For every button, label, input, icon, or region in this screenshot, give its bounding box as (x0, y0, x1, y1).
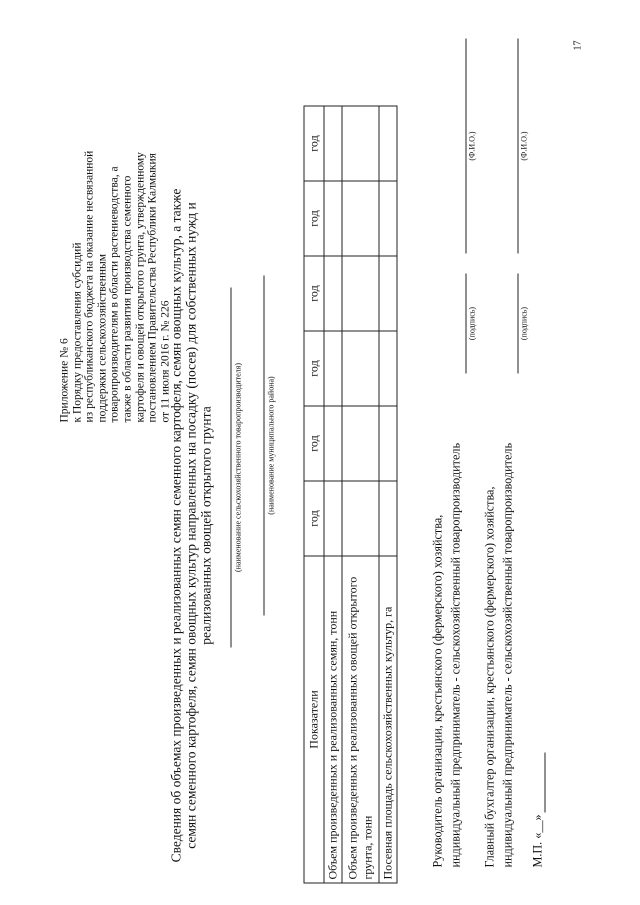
table-header-year: год (304, 106, 324, 181)
table-cell[interactable] (342, 181, 379, 256)
table-row (324, 106, 342, 883)
appendix-line: картофеля и овощей открытого грунта, утвержденному (133, 151, 146, 422)
table-header-indicators: Показатели (304, 556, 324, 883)
head-title-line1: Руководитель организации, крестьянского (фермерского) хозяйства, (430, 514, 444, 867)
table-cell[interactable] (342, 331, 379, 406)
table-cell[interactable] (342, 256, 379, 331)
title-line: Сведения об объемах произведенных и реализованных семян семенного картофеля, семян овощных культур, а также (168, 188, 183, 862)
table-cell[interactable] (324, 256, 342, 331)
appendix-line: из республиканского бюджета на оказание несвязанной (83, 150, 96, 422)
row-label: Объем произведенных и реализованных семян, тонн (324, 556, 342, 883)
district-name-line[interactable] (263, 275, 264, 615)
table-cell[interactable] (342, 406, 379, 481)
date-line[interactable] (544, 752, 545, 812)
appendix-line: также в области развития производства семенного (120, 175, 133, 422)
appendix-reference (58, 27, 171, 422)
table-row (342, 106, 379, 883)
table-header-year: год (304, 481, 324, 556)
signature-caption: (подпись) (519, 306, 528, 340)
accountant-title-line1: Главный бухгалтер организации, крестьянского (фермерского) хозяйства, (482, 485, 496, 867)
name-caption: (Ф.И.О.) (467, 130, 476, 161)
table-cell[interactable] (379, 106, 397, 181)
title-line: семян семенного картофеля, семян овощных культур направленных на посадку (посев) для собственных нужд и (183, 201, 198, 849)
stamp-label: М.П. «__» (530, 813, 544, 867)
table-cell[interactable] (342, 481, 379, 556)
table-header-year: год (304, 256, 324, 331)
head-title-line2: индивидуальный предприниматель - сельскохозяйственный товаропроизводитель (448, 442, 462, 867)
page-number: 17 (572, 40, 583, 50)
indicators-table (303, 105, 397, 883)
table-cell[interactable] (324, 106, 342, 181)
table-cell[interactable] (379, 481, 397, 556)
table-cell[interactable] (379, 406, 397, 481)
table-header-year: год (304, 331, 324, 406)
table-cell[interactable] (324, 481, 342, 556)
appendix-line: товаропроизводителям в области растениеводства, а (108, 165, 121, 422)
table-cell[interactable] (342, 106, 379, 181)
row-label: Объем произведенных и реализованных овощей открытого грунта, тонн (342, 556, 379, 883)
table-cell[interactable] (379, 181, 397, 256)
appendix-line: Приложение № 6 (58, 337, 70, 422)
table-cell[interactable] (379, 256, 397, 331)
appendix-line: поддержки сельскохозяйственным (95, 253, 108, 422)
name-caption: (Ф.И.О.) (519, 130, 528, 161)
district-name-caption: (наименование муниципального района) (266, 375, 275, 515)
table-header-row (304, 106, 324, 883)
appendix-line: к Порядку предоставления субсидий (70, 242, 83, 422)
title-line: реализованных овощей открытого грунта (198, 405, 213, 645)
table-cell[interactable] (324, 331, 342, 406)
head-signature-line[interactable] (465, 273, 466, 373)
appendix-line: от 11 июля 2016 г. № 226 (158, 300, 171, 422)
table-row (379, 106, 397, 883)
accountant-title-line2: индивидуальный предприниматель - сельскохозяйственный товаропроизводитель (500, 442, 514, 867)
accountant-signature-line[interactable] (517, 273, 518, 373)
table-cell[interactable] (324, 181, 342, 256)
head-name-line[interactable] (465, 38, 466, 253)
row-label: Посевная площадь сельскохозяйственных культур, га (379, 556, 397, 883)
producer-name-line[interactable] (230, 287, 231, 647)
document-title (168, 165, 213, 885)
table-header-year: год (304, 406, 324, 481)
table-cell[interactable] (379, 331, 397, 406)
accountant-name-line[interactable] (517, 38, 518, 253)
table-header-year: год (304, 181, 324, 256)
producer-name-caption: (наименование сельскохозяйственного товаропроизводителя) (233, 362, 242, 572)
appendix-line: постановлением Правительства Республики Калмыкия (146, 152, 159, 422)
table-cell[interactable] (324, 406, 342, 481)
signature-caption: (подпись) (467, 306, 476, 340)
